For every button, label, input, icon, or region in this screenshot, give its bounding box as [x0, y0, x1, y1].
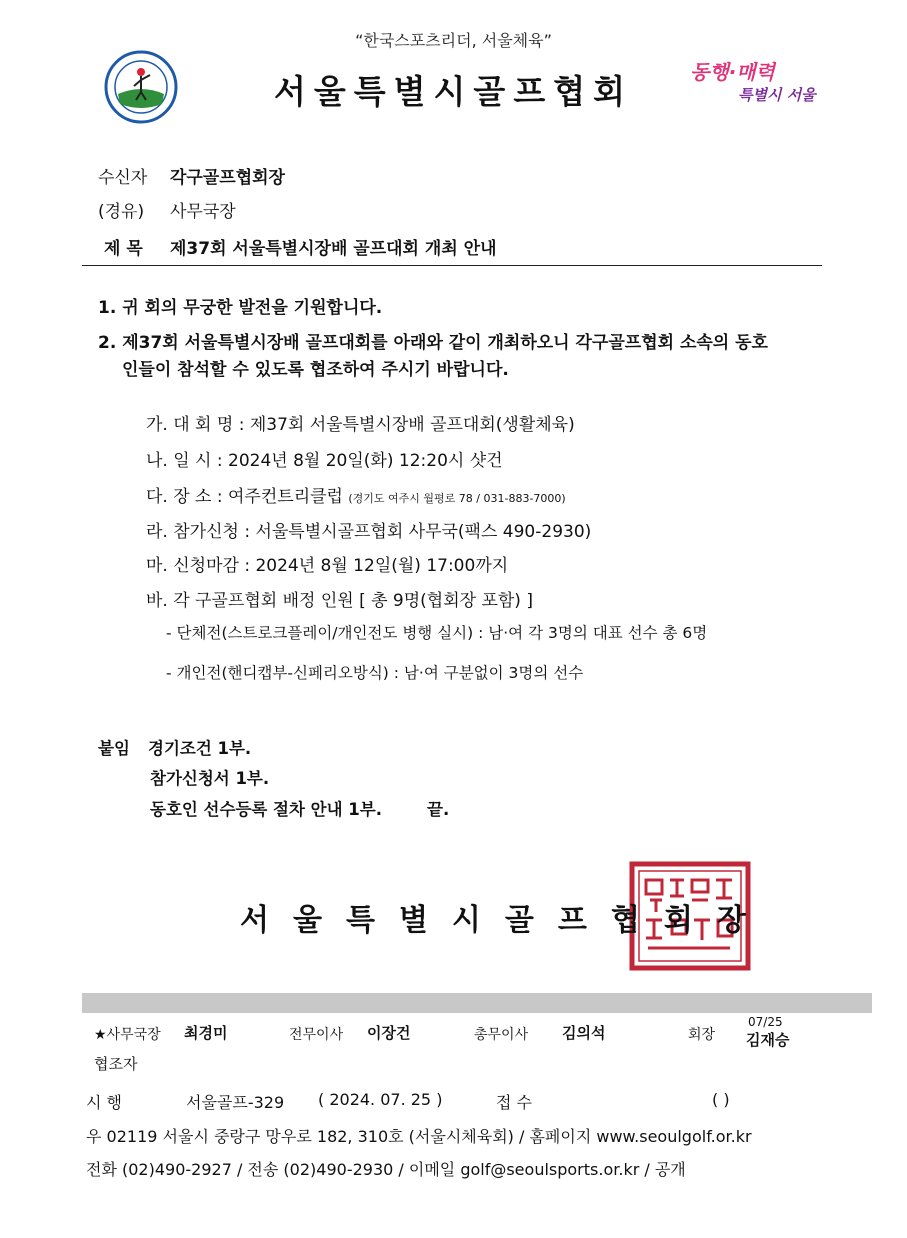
- approver-4-name: [746, 1029, 789, 1050]
- item-event-name: 가. 대 회 명 : 제37회 서울특별시장배 골프대회(생활체육): [146, 415, 575, 435]
- signatory-name: 서울특별시골프협회장: [240, 903, 770, 938]
- item-date-time: 나. 일 시 : 2024년 8월 20일(화) 12:20시 샷건: [146, 451, 503, 471]
- item-deadline: 마. 신청마감 : 2024년 8월 12일(월) 17:00까지: [146, 556, 509, 576]
- approver-1-name-text: 최경미: [184, 1024, 228, 1042]
- approver-3-name: [562, 1022, 605, 1043]
- paragraph-2-line-2: 인들이 참석할 수 있도록 협조하여 주시기 바랍니다.: [122, 360, 509, 380]
- contact-line: 전화 (02)490-2927 / 전송 (02)490-2930 / 이메일 golf@seoulsports.or.kr / 공개: [86, 1160, 686, 1179]
- approver-3-name-text: 김의석: [562, 1024, 606, 1042]
- brand-line-1: 동행·매력: [690, 60, 775, 84]
- approver-1-label: ★사무국장: [94, 1027, 161, 1043]
- approver-4-name-text: 김재승: [746, 1031, 790, 1049]
- subject-value: 제37회 서울특별시장배 골프대회 개최 안내: [170, 239, 497, 259]
- attachment-2: 참가신청서 1부.: [150, 769, 270, 788]
- approver-1-name: [184, 1022, 227, 1043]
- approver-2-name-text: 이장건: [367, 1024, 411, 1042]
- brand-line-2: 특별시 서울: [738, 86, 816, 104]
- via-row: [98, 197, 236, 222]
- slogan: “한국스포츠리더, 서울체육”: [355, 31, 552, 50]
- recipient-label: 수신자: [98, 168, 148, 188]
- header-divider: [82, 265, 822, 266]
- sub-item-team: - 단체전(스트로크플레이/개인전도 병행 실시) : 남·여 각 3명의 대표 선수 총 6명: [166, 624, 708, 642]
- organization-title: 서울특별시골프협회: [274, 72, 633, 111]
- approver-2-label: 전무이사: [289, 1027, 344, 1043]
- venue-note: (경기도 여주시 월평로 78 / 031-883-7000): [348, 492, 566, 505]
- enforce-label: 시 행: [86, 1093, 122, 1112]
- approval-header-bar: [82, 993, 872, 1013]
- subject-label: 제 목: [104, 239, 143, 259]
- paragraph-2-line-1: 2. 제37회 서울특별시장배 골프대회를 아래와 같이 개최하오니 각구골프협회 소속의 동호: [98, 333, 768, 353]
- enforce-date: ( 2024. 07. 25 ): [318, 1090, 443, 1109]
- via-value: 사무국장: [170, 202, 236, 222]
- recipient-value: 각구골프협회장: [170, 168, 285, 188]
- venue-text: 다. 장 소 : 여주컨트리클럽: [146, 487, 343, 507]
- sub-item-individual: - 개인전(핸디캡부-신페리오방식) : 남·여 구분없이 3명의 선수: [166, 664, 584, 682]
- end-mark: 끝.: [427, 800, 450, 819]
- subject-row: [104, 234, 497, 259]
- via-label: (경유): [98, 202, 145, 222]
- attachment-1: 경기조건 1부.: [148, 739, 252, 758]
- approver-4-date: 07/25: [748, 1015, 783, 1029]
- item-application: 라. 참가신청 : 서울특별시골프협회 사무국(팩스 490-2930): [146, 522, 592, 542]
- enforce-number: 서울골프-329: [186, 1093, 285, 1112]
- item-allocation: 바. 각 구골프협회 배정 인원 [ 총 9명(협회장 포함) ]: [146, 591, 533, 611]
- cooperator-label: 협조자: [94, 1055, 138, 1073]
- attachment-3: 동호인 선수등록 절차 안내 1부.: [150, 800, 382, 819]
- approver-2-name: [367, 1022, 410, 1043]
- recipient-row: [98, 163, 285, 188]
- approver-3-label: 총무이사: [474, 1027, 529, 1043]
- paragraph-1: 1. 귀 회의 무궁한 발전을 기원합니다.: [98, 298, 383, 318]
- address-line: 우 02119 서울시 중랑구 망우로 182, 310호 (서울시체육회) / 홈페이지 www.seoulgolf.or.kr: [86, 1127, 752, 1146]
- attachment-label: 붙임: [98, 739, 130, 758]
- item-venue: [146, 482, 566, 507]
- receipt-field: ( ): [712, 1090, 730, 1109]
- approver-4-label: 회장: [688, 1027, 716, 1043]
- seoul-brand-logo: [690, 56, 820, 112]
- receipt-label: 접 수: [496, 1093, 532, 1112]
